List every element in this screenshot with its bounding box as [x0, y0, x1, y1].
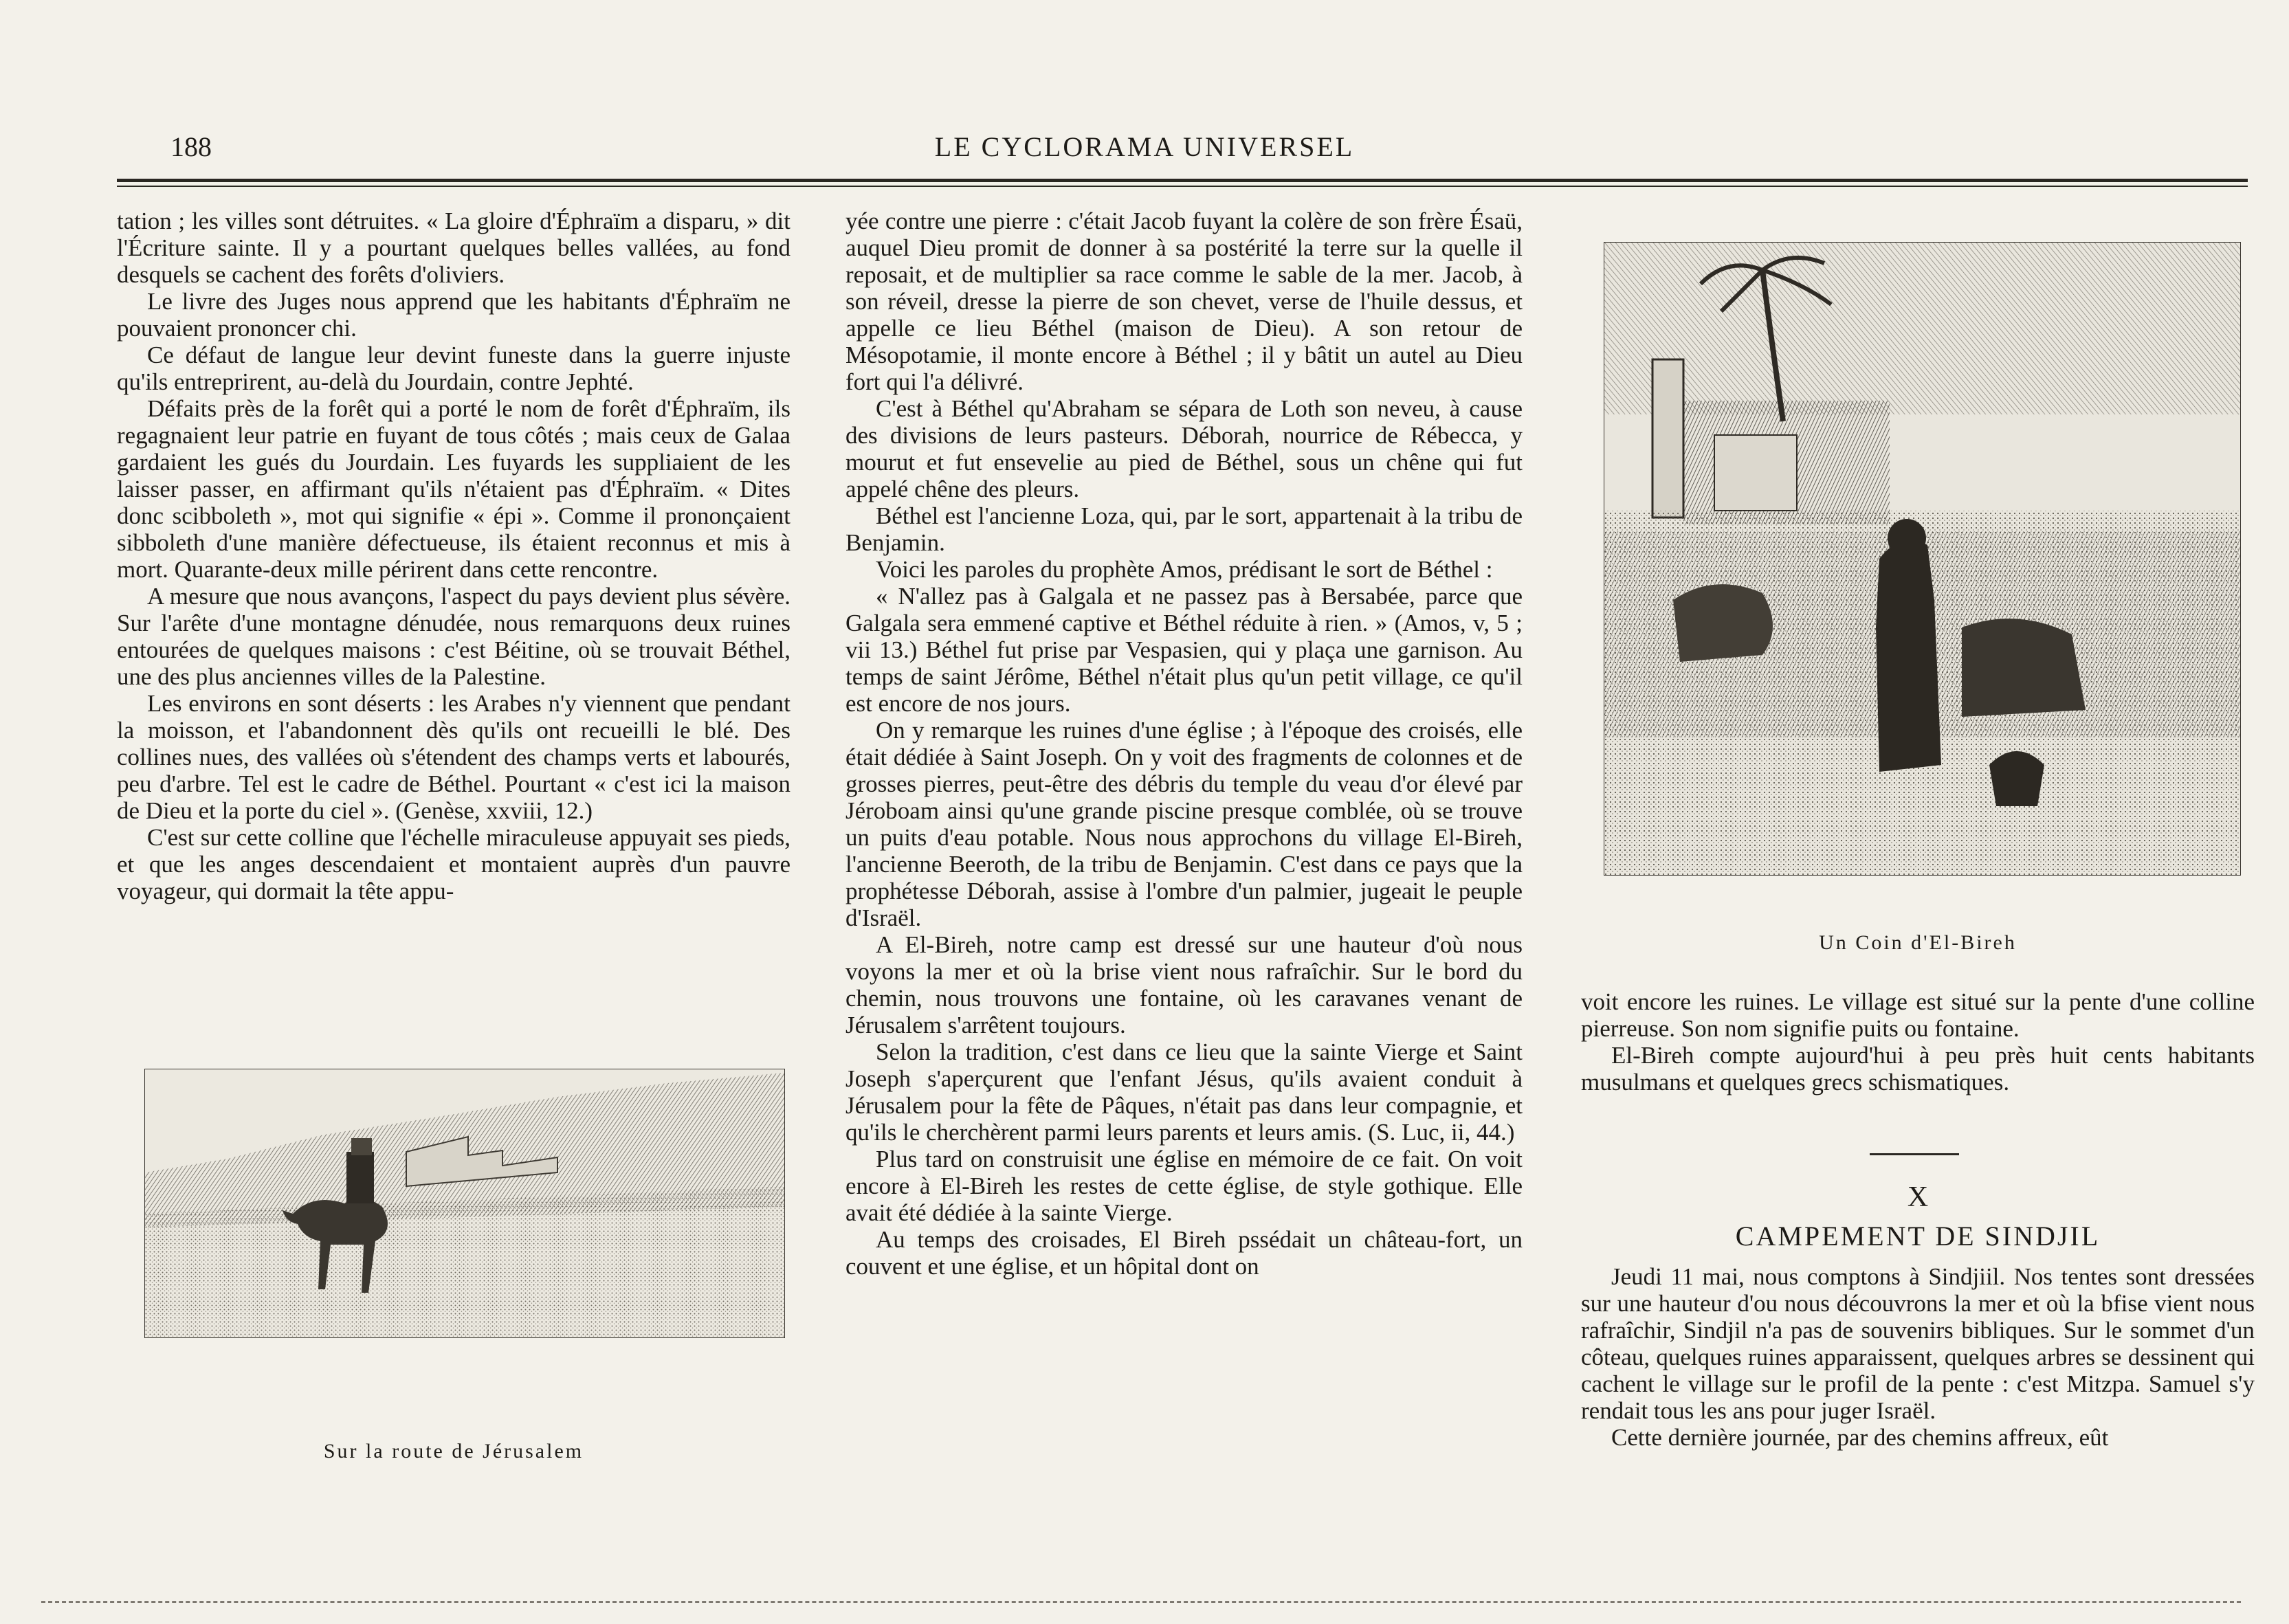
bottom-edge-rule — [41, 1601, 2241, 1604]
paragraph: A El-Bireh, notre camp est dressé sur une hauteur d'où nous voyons la mer et où la brise vient nous rafraîchir. Sur le bord du chemin, nous trouvons une fontaine, où les caravanes venant de Jérusalem s'arrêtent toujours. — [845, 931, 1523, 1038]
paragraph: tation ; les villes sont détruites. « La gloire d'Éphraïm a disparu, » dit l'Écriture sainte. Il y a pourtant quelques belles vallées, au fond desquels se cachent des forêts d'oliviers. — [117, 208, 790, 288]
running-title: LE CYCLORAMA UNIVERSEL — [934, 131, 1355, 162]
paragraph: Ce défaut de langue leur devint funeste dans la guerre injuste qu'ils entreprirent, au-delà du Jourdain, contre Jephté. — [117, 342, 790, 395]
section-title: CAMPEMENT DE SINDJIL — [1735, 1221, 2101, 1252]
paragraph: A mesure que nous avançons, l'aspect du pays devient plus sévère. Sur l'arête d'une montagne dénudée, nous remarquons deux ruines entourées de quelques maisons : c'est Béitine, où se trouvait Béthel, une des plus anciennes villes de la Palestine. — [117, 583, 790, 690]
paragraph: El-Bireh compte aujourd'hui à peu près huit cents habitants musulmans et quelques grecs schismatiques. — [1581, 1042, 2255, 1095]
header-rule-thick — [117, 179, 2248, 182]
page-number: 188 — [170, 131, 212, 162]
paragraph: « N'allez pas à Galgala et ne passez pas à Bersabée, parce que Galgala sera emmené captive et Béthel réduite à rien. » (Amos, v, 5 ; vii 13.) Béthel fut prise par Vespasien, qui y plaça une garnison. Au temps de saint Jérôme, Béthel n'était plus qu'un petit village, ce qu'il est encore de nos jours. — [845, 583, 1523, 717]
paragraph: C'est à Béthel qu'Abraham se sépara de Loth son neveu, à cause des divisions de leurs pasteurs. Déborah, nourrice de Rébecca, y mourut et fut ensevelie au pied de Béthel, sous un chêne qui fut appelé chêne des pleurs. — [845, 395, 1523, 502]
paragraph: C'est sur cette colline que l'échelle miraculeuse appuyait ses pieds, et que les anges descendaient et montaient auprès d'un pauvre voyageur, qui dormait la tête appu- — [117, 824, 790, 904]
section-number: X — [1907, 1181, 1929, 1213]
paragraph: Béthel est l'ancienne Loza, qui, par le sort, appartenait à la tribu de Benjamin. — [845, 502, 1523, 556]
column-2 — [845, 208, 1523, 1280]
engraving-el-bireh-village — [1604, 242, 2241, 876]
paragraph: Les environs en sont déserts : les Arabes n'y viennent que pendant la moisson, et l'abandonnent dès qu'ils ont recueilli le blé. Des collines nues, des vallées où s'étendent des champs verts et labourés, peu d'arbre. Tel est le cadre de Béthel. Pourtant « c'est ici la maison de Dieu et la porte du ciel ». (Genèse, xxviii, 12.) — [117, 690, 790, 824]
paragraph: voit encore les ruines. Le village est situé sur la pente d'une colline pierreuse. Son nom signifie puits ou fontaine. — [1581, 988, 2255, 1042]
paragraph: Au temps des croisades, El Bireh pssédait un château-fort, un couvent et une église, et un hôpital dont on — [845, 1226, 1523, 1280]
paragraph: Plus tard on construisit une église en mémoire de ce fait. On voit encore à El-Bireh les restes de cette église, de style gothique. Elle avait été dédiée à la sainte Vierge. — [845, 1146, 1523, 1226]
paragraph: Défaits près de la forêt qui a porté le nom de forêt d'Éphraïm, ils regagnaient leur patrie en fuyant de tous côtés ; mais ceux de Galaa gardaient les gués du Jourdain. Les fuyards les suppliaient de les laisser passer, en affirmant qu'ils n'étaient pas d'Éphraïm. « Dites donc scibboleth », mot qui signifie « épi ». Comme il prononçaient sibboleth d'une manière défectueuse, ils étaient reconnus et mis à mort. Quarante-deux mille périrent dans cette rencontre. — [117, 395, 790, 583]
paragraph: yée contre une pierre : c'était Jacob fuyant la colère de son frère Ésaü, auquel Dieu promit de donner à sa postérité la terre sur la quelle il reposait, et de multiplier sa race comme le sable de la mer. Jacob, à son réveil, dresse la pierre de son chevet, verse de l'huile dessus, et appelle ce lieu Béthel (maison de Dieu). A son retour de Mésopotamie, il monte encore à Béthel ; il y bâtit un autel au Dieu fort qui l'a délivré. — [845, 208, 1523, 395]
paragraph: Jeudi 11 mai, nous comptons à Sindjiil. Nos tentes sont dressées sur une hauteur d'ou nous découvrons la mer et où la bfise vient nous rafraîchir, Sindjil n'a pas de souvenirs bibliques. Sur le sommet d'un côteau, quelques ruines apparaissent, quelques arbres se dessinent qui cachent le village sur le profil de la pente : c'est Mitzpa. Samuel s'y rendait tous les ans pour juger Israël. — [1581, 1263, 2255, 1424]
paragraph: Le livre des Juges nous apprend que les habitants d'Éphraïm ne pouvaient prononcer chi. — [117, 288, 790, 342]
engraving-camel-rider — [144, 1069, 785, 1338]
figure-caption-route: Sur la route de Jérusalem — [323, 1440, 584, 1462]
figure-caption-el-bireh: Un Coin d'El-Bireh — [1819, 931, 2017, 954]
column-3 — [1581, 988, 2255, 1095]
paragraph: Voici les paroles du prophète Amos, prédisant le sort de Béthel : — [876, 556, 1493, 583]
paragraph: Selon la tradition, c'est dans ce lieu que la sainte Vierge et Saint Joseph s'aperçurent que l'enfant Jésus, qu'ils avaient conduit à Jérusalem pour la fête de Pâques, n'était pas dans leur compagnie, et qu'ils le cherchèrent parmi leurs parents et leurs amis. (S. Luc, ii, 44.) — [845, 1038, 1523, 1146]
column-1 — [117, 208, 790, 904]
section-divider — [1870, 1153, 1959, 1155]
paragraph: Cette dernière journée, par des chemins affreux, eût — [1611, 1424, 2109, 1451]
paragraph: On y remarque les ruines d'une église ; à l'époque des croisés, elle était dédiée à Saint Joseph. On y voit des fragments de colonnes et de grosses pierres, peut-être des débris du temple du veau d'or élevé par Jéroboam ainsi qu'une grande piscine presque comblée, où se trouve un puits d'eau potable. Nous nous approchons du village El-Bireh, l'ancienne Beeroth, de la tribu de Benjamin. C'est dans ce pays que la prophétesse Déborah, assise à l'ombre d'un palmier, jugeait le peuple d'Israël. — [845, 717, 1523, 931]
header-rule-thin — [117, 186, 2248, 187]
section-text — [1581, 1263, 2255, 1451]
